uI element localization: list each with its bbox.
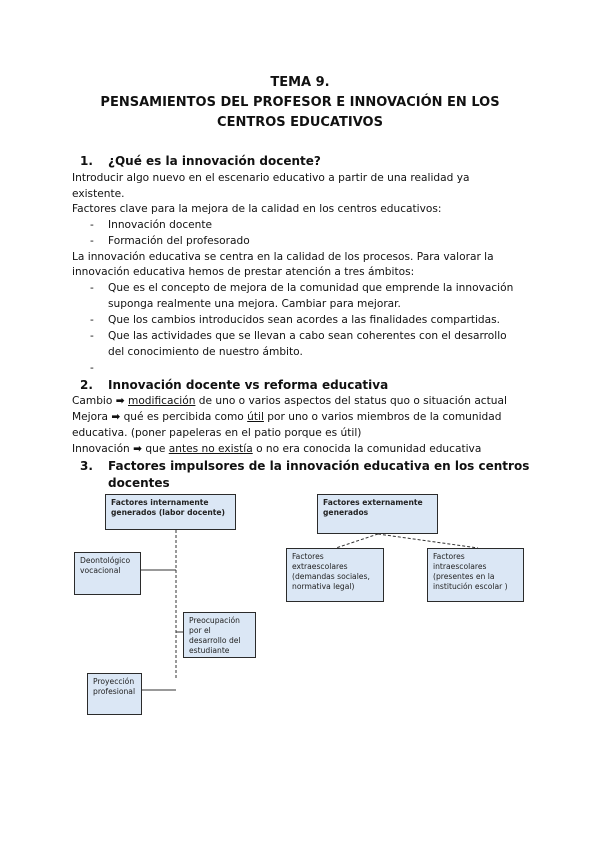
section-3-heading-line1: Factores impulsores de la innovación educativa en los centros [108, 459, 530, 473]
mejora-rest: por uno o varios miembros de la comunidad [263, 411, 502, 423]
doc-title-line-3: CENTROS EDUCATIVOS [217, 115, 383, 130]
cambio-term: Cambio [72, 395, 113, 407]
connector-extraescolares [336, 534, 378, 548]
section-2-number: 2. [80, 378, 93, 392]
innovacion-underlined: antes no existía [168, 443, 253, 455]
list-item-ambito-1-line2: suponga realmente una mejora. Cambiar para mejorar. [108, 298, 401, 310]
list-item-innovacion: Innovación docente [108, 219, 213, 231]
list-item-ambito-3-line1: Que las actividades que se llevan a cabo sean coherentes con el desarrollo [108, 330, 507, 342]
section-1-p2: Factores clave para la mejora de la calidad en los centros educativos: [72, 203, 442, 215]
section-1-heading: ¿Qué es la innovación docente? [108, 154, 321, 168]
box-extraescolares: Factores extraescolares (demandas sociales, normativa legal) [286, 548, 384, 602]
mejora-pre: qué es percibida como [120, 411, 248, 423]
arrow-right-icon: ➡ [115, 395, 125, 407]
box-intraescolares: Factores intraescolares (presentes en la institución escolar ) [427, 548, 524, 602]
cambio-rest: de uno o varios aspectos del status quo o situación actual [195, 395, 507, 407]
arrow-right-icon: ➡ [111, 411, 121, 423]
box-preocupacion: Preocupación por el desarrollo del estudiante [183, 612, 256, 658]
cambio-underlined: modificación [128, 395, 196, 407]
list-dash: - [90, 282, 94, 294]
list-dash: - [90, 330, 94, 342]
list-item-formacion: Formación del profesorado [108, 235, 250, 247]
section-1-p3-line2: innovación educativa hemos de prestar atención a tres ámbitos: [72, 266, 415, 278]
innovacion-pre: que [142, 443, 169, 455]
box-proyeccion: Proyección profesional [87, 673, 142, 715]
mejora-line-2: educativa. (poner papeleras en el patio porque es útil) [72, 427, 362, 439]
innovacion-rest: o no era conocida la comunidad educativa [252, 443, 482, 455]
doc-title-line-1: TEMA 9. [270, 75, 330, 90]
list-dash: - [90, 235, 94, 247]
list-dash-empty: - [90, 362, 94, 374]
box-deontologico: Deontológico vocacional [74, 552, 141, 595]
section-3-heading-line2: docentes [108, 476, 170, 490]
section-1-p1-line2: existente. [72, 188, 125, 200]
section-1-number: 1. [80, 154, 93, 168]
box-factores-internos: Factores internamente generados (labor docente) [105, 494, 236, 530]
section-1-p3-line1: La innovación educativa se centra en la calidad de los procesos. Para valorar la [72, 251, 494, 263]
list-item-ambito-2: Que los cambios introducidos sean acordes a las finalidades compartidas. [108, 314, 501, 326]
connector-intraescolares [378, 534, 478, 548]
section-2-heading: Innovación docente vs reforma educativa [108, 378, 389, 392]
mejora-term: Mejora [72, 411, 108, 423]
arrow-right-icon: ➡ [133, 443, 143, 455]
list-dash: - [90, 314, 94, 326]
list-dash: - [90, 219, 94, 231]
list-item-ambito-3-line2: del conocimiento de nuestro ámbito. [108, 346, 303, 358]
section-3-number: 3. [80, 459, 93, 473]
list-item-ambito-1-line1: Que es el concepto de mejora de la comunidad que emprende la innovación [108, 282, 514, 294]
section-1-p1-line1: Introducir algo nuevo en el escenario educativo a partir de una realidad ya [72, 172, 470, 184]
doc-title-line-2: PENSAMIENTOS DEL PROFESOR E INNOVACIÓN EN LOS [100, 95, 500, 110]
innovacion-term: Innovación [72, 443, 130, 455]
box-factores-externos: Factores externamente generados [317, 494, 438, 534]
mejora-underlined: útil [247, 411, 264, 423]
